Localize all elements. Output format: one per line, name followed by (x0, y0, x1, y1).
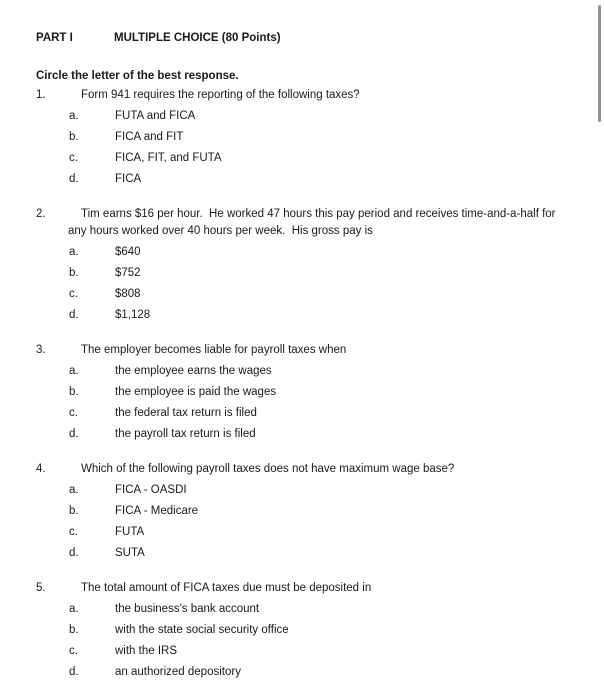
scrollbar-thumb[interactable] (598, 5, 601, 122)
option-letter: c. (69, 526, 78, 538)
option-row-b (69, 265, 604, 282)
option-letter: c. (69, 407, 78, 419)
question-row (36, 87, 604, 104)
option-row-c (69, 286, 604, 303)
option-text: FICA, FIT, and FUTA (115, 152, 222, 164)
option-letter: c. (69, 645, 78, 657)
option-row-c (69, 524, 604, 541)
option-letter: d. (69, 173, 79, 185)
question-row (36, 461, 604, 478)
option-letter: b. (69, 624, 79, 636)
option-letter: a. (69, 246, 79, 258)
option-text: FUTA and FICA (115, 110, 196, 122)
option-text: the payroll tax return is filed (115, 428, 256, 440)
option-text: the employee earns the wages (115, 365, 272, 377)
option-row-c (69, 643, 604, 660)
option-text: FICA and FIT (115, 131, 184, 143)
option-row-a (69, 244, 604, 261)
option-row-a (69, 363, 604, 380)
question-number: 1. (36, 89, 46, 101)
option-row-a (69, 601, 604, 618)
part-label: PART I (36, 32, 73, 44)
instructions-text: Circle the letter of the best response. (36, 70, 239, 82)
option-letter: d. (69, 428, 79, 440)
option-letter: c. (69, 152, 78, 164)
option-letter: d. (69, 547, 79, 559)
option-letter: c. (69, 288, 78, 300)
option-text: $640 (115, 246, 141, 258)
option-text: the business's bank account (115, 603, 260, 615)
option-text: with the IRS (115, 645, 177, 657)
option-row-d (69, 171, 604, 188)
option-letter: a. (69, 603, 79, 615)
option-letter: b. (69, 131, 79, 143)
option-text: $1,128 (115, 309, 151, 321)
option-letter: d. (69, 309, 79, 321)
question-block-1 (36, 87, 604, 188)
option-text: SUTA (115, 547, 145, 559)
option-text: with the state social security office (115, 624, 289, 636)
question-number: 3. (36, 344, 46, 356)
question-block-4 (36, 461, 604, 562)
section-title: MULTIPLE CHOICE (80 Points) (114, 32, 281, 44)
question-number: 2. (36, 208, 46, 220)
option-text: the federal tax return is filed (115, 407, 257, 419)
question-number: 5. (36, 582, 46, 594)
question-block-3 (36, 342, 604, 443)
option-row-a (69, 482, 604, 499)
option-letter: a. (69, 110, 79, 122)
option-letter: b. (69, 505, 79, 517)
option-text: $808 (115, 288, 141, 300)
option-letter: a. (69, 365, 79, 377)
option-text: FUTA (115, 526, 145, 538)
option-text: FICA - OASDI (115, 484, 187, 496)
option-letter: d. (69, 666, 79, 678)
question-block-5 (36, 580, 604, 681)
question-text: Tim earns $16 per hour. He worked 47 hours this pay period and receives time-and-a-half for any hours worked over 40 hours per week. His gross pay is (68, 208, 559, 237)
question-row (36, 580, 604, 597)
option-row-d (69, 426, 604, 443)
option-text: FICA - Medicare (115, 505, 199, 517)
question-text: The total amount of FICA taxes due must be deposited in (81, 582, 372, 594)
option-row-b (69, 503, 604, 520)
question-number: 4. (36, 463, 46, 475)
question-row (36, 342, 604, 359)
option-row-c (69, 405, 604, 422)
question-text: The employer becomes liable for payroll taxes when (81, 344, 347, 356)
question-block-2 (36, 206, 604, 324)
option-text: FICA (115, 173, 142, 185)
option-row-d (69, 664, 604, 681)
option-letter: b. (69, 267, 79, 279)
option-row-c (69, 150, 604, 167)
option-row-d (69, 545, 604, 562)
option-row-b (69, 384, 604, 401)
option-row-b (69, 622, 604, 639)
option-row-b (69, 129, 604, 146)
section-header (36, 30, 604, 47)
option-row-a (69, 108, 604, 125)
option-text: the employee is paid the wages (115, 386, 277, 398)
question-text: Form 941 requires the reporting of the following taxes? (81, 89, 360, 101)
question-row (36, 206, 604, 240)
option-text: an authorized depository (115, 666, 241, 678)
option-letter: a. (69, 484, 79, 496)
option-letter: b. (69, 386, 79, 398)
option-text: $752 (115, 267, 141, 279)
option-row-d (69, 307, 604, 324)
question-text: Which of the following payroll taxes does not have maximum wage base? (81, 463, 455, 475)
